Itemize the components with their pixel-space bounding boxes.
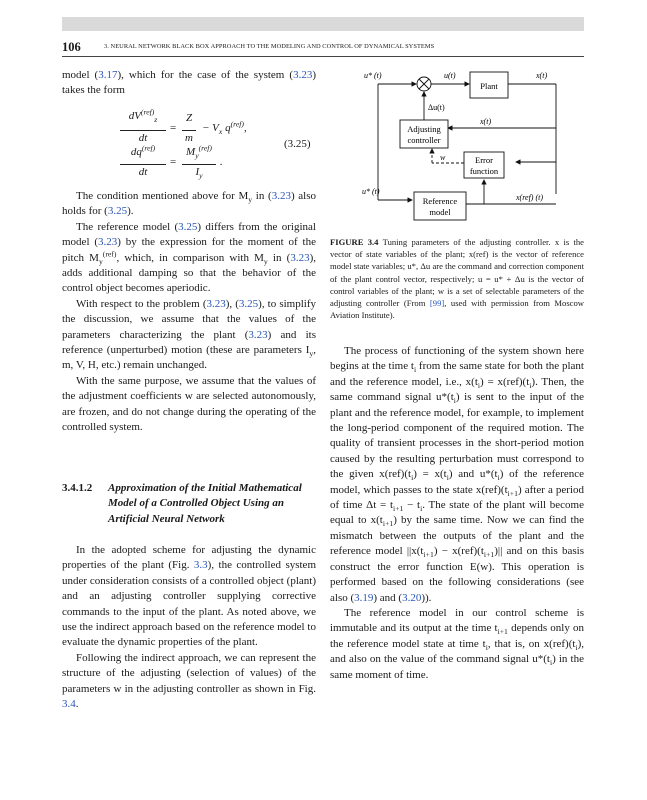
top-gray-bar — [62, 17, 584, 31]
label-delta-u: Δu(t) — [428, 103, 445, 112]
ref-link[interactable]: 3.20 — [402, 591, 422, 604]
equation-number: (3.25) — [284, 138, 311, 150]
caption-label: FIGURE 3.4 — [330, 237, 379, 247]
eq-lhs2-num: $dq^{(ref)}$ — [130, 143, 156, 158]
eq-rhs2-num: $M_y^{(ref)}$ — [186, 143, 212, 161]
label-w: w — [440, 153, 446, 162]
running-head: 3. NEURAL NETWORK BLACK BOX APPROACH TO THE MODELING AND CONTROL OF DYNAMICAL SYSTEMS — [104, 43, 435, 50]
eq-rhs2-den: $I_y$ — [195, 166, 203, 181]
paragraph: Following the indirect approach, we can represent the structure of the adjusting (selection of values) of the parameters w in the adjusting controller as shown in Fig. 3.4. — [62, 651, 316, 711]
left-body — [62, 189, 316, 436]
label-function: function — [469, 166, 499, 176]
section-heading — [62, 481, 316, 529]
label-model: model — [429, 207, 451, 217]
ref-link[interactable]: 3.4 — [62, 698, 76, 711]
figure-caption: FIGURE 3.4 Tuning parameters of the adjusting controller. x is the vector of state variables of the plant; x(ref) is the vector of reference model state variables; u*, Δu are the command and correction component of the plant control vector, respectively; u = u* + Δu is the vector of control variables of the plant; w is a set of selectable parameters of the adjusting controller (From [99], used with permission from Moscow Aviation Institute). — [330, 237, 584, 321]
ref-link[interactable]: 3.23 — [98, 236, 118, 249]
paragraph: The reference model in our control scheme is immutable and its output at the time $t_{i+1}$ depends only on the reference model state at time $t_i$, that is, on $x(ref)(t_i)$, and also on the value of the command signal $u*(t_i)$ in the same moment of time. — [330, 606, 584, 681]
eq-rhs1-num: Z — [185, 112, 193, 124]
eq-rhs1-tail: − $V_x$ $q^{(ref)}$, — [202, 119, 247, 137]
ref-link[interactable]: 3.3 — [193, 559, 208, 572]
label-reference: Reference — [422, 196, 458, 206]
ref-link[interactable]: 3.17 — [98, 69, 118, 81]
paragraph: The reference model (3.25) differs from the original model (3.23) by the expression for the moment of the pitch $M_y^{(ref)}$, which, in comparison with $M_y$ in (3.23), adds additional damping so that the behavior of the control object becomes aperiodic. — [62, 220, 316, 295]
ref-link[interactable]: 3.25 — [178, 220, 198, 233]
label-plant: Plant — [480, 81, 498, 91]
ref-link[interactable]: 3.23 — [248, 328, 268, 341]
label-x-t-mid: x(t) — [480, 117, 492, 126]
ref-link[interactable]: 3.25 — [107, 205, 128, 218]
label-x-t-out: x(t) — [536, 71, 548, 80]
paragraph: The process of functioning of the system shown here begins at the time $t_i$ from the same state for both the plant and the reference model, i.e., $x(t_i) = x(ref)(t_i)$. Then, the same command signal $u*(t_i)$ is sent to the input of the plant and the reference model, for example, to implement the long-period component of the required motion. The quality of transient processes in the short-period motion caused by the resulting perturbation must correspond to the given $x(ref)(t_i) = x(t_i)$ and $u*(t_i)$ of the reference model, which passes to the state $x(ref)(t_{i+1})$ after a period of time $\Delta t = t_{i+1} - t_i$. The state of the plant will become equal to $x(t_{i+1})$ by the same time. Now we can find the mismatch between the outputs of the plant and the reference model $||x(t_{i+1}) - x(ref)(t_{i+1})||$ and on this basis construct the error function E(w). This operation is performed based on the following considerations (see also (3.19) and (3.20)). — [330, 345, 585, 604]
eq-lhs2-den: dt — [138, 166, 148, 178]
paragraph: With the same purpose, we assume that the values of the adjustment coefficients w are selected autonomously, are frozen, and do not change during the operating of the controlled system. — [62, 374, 316, 434]
label-adjusting: Adjusting — [407, 124, 441, 134]
paragraph: In the adopted scheme for adjusting the dynamic properties of the plant (Fig. 3.3), the controlled system under consideration consists of a controlled object (plant) and an adjusting controller supplying corrective commands to the input of the plant. As noted above, we use the indirect approach based on the reference model to evaluate the dynamic properties of the plant. — [62, 544, 316, 649]
ref-link[interactable]: 3.25 — [238, 297, 259, 310]
paragraph: With respect to the problem (3.23), (3.25), to simplify the discussion, we assume that the values of the parameters characterizing the plant (3.23) and its reference (unperturbed) motion (these are parameters $I_y$, m, V, H, etc.) remain unchanged. — [62, 297, 316, 372]
ref-link[interactable]: [99] — [429, 298, 445, 309]
right-body — [330, 344, 584, 683]
label-x-ref: x(ref) (t) — [516, 193, 544, 202]
label-u-star-bottom: u* (t) — [362, 187, 380, 196]
paragraph-intro: model (3.17), which for the case of the system (3.23) takes the form — [62, 69, 316, 97]
ref-link[interactable]: 3.19 — [354, 591, 374, 604]
ref-link[interactable]: 3.23 — [271, 190, 291, 202]
ref-link[interactable]: 3.23 — [290, 251, 310, 264]
ref-link[interactable]: 3.23 — [206, 297, 226, 310]
section-title: Approximation of the Initial Mathematical Model of a Controlled Object Using an Artificial Neural Network — [108, 482, 302, 525]
label-controller: controller — [407, 135, 441, 145]
section-number: 3.4.1.2 — [62, 482, 93, 494]
equation-3-25: $dV^{(ref)}_z$ dt = Z m − $V_x$ $q^{(ref)}$, $dq^{(ref)}$ dt = $M_y^{(ref)}$ $I_y$ . — [62, 110, 316, 182]
label-error: Error — [475, 155, 493, 165]
page-number: 106 — [62, 40, 81, 54]
eq-rhs2-tail: . — [220, 156, 223, 168]
figure-3-4-diagram — [360, 64, 590, 226]
eq-rhs1-den: m — [185, 132, 193, 144]
caption-text: Tuning parameters of the adjusting controller. x is the vector of state variables of the plant; x(ref) is the vector of reference model state variables; u*, Δu are the command and correction component of the plant control vector, respectively; u = u* + Δu is the vector of control variables of the plant; w is a set of selectable parameters of the adjusting controller (From — [330, 237, 584, 309]
paragraph: The condition mentioned above for $M_y$ in (3.23) also holds for (3.25). — [62, 190, 316, 218]
left-body-2 — [62, 543, 316, 712]
eq-lhs1-num: $dV^{(ref)}_z$ — [128, 107, 158, 125]
label-u-t: u(t) — [444, 71, 456, 80]
eq-lhs1-den: dt — [138, 132, 148, 144]
running-header — [62, 40, 584, 57]
label-u-star-in: u* (t) — [364, 71, 382, 80]
ref-link[interactable]: 3.23 — [293, 69, 313, 81]
